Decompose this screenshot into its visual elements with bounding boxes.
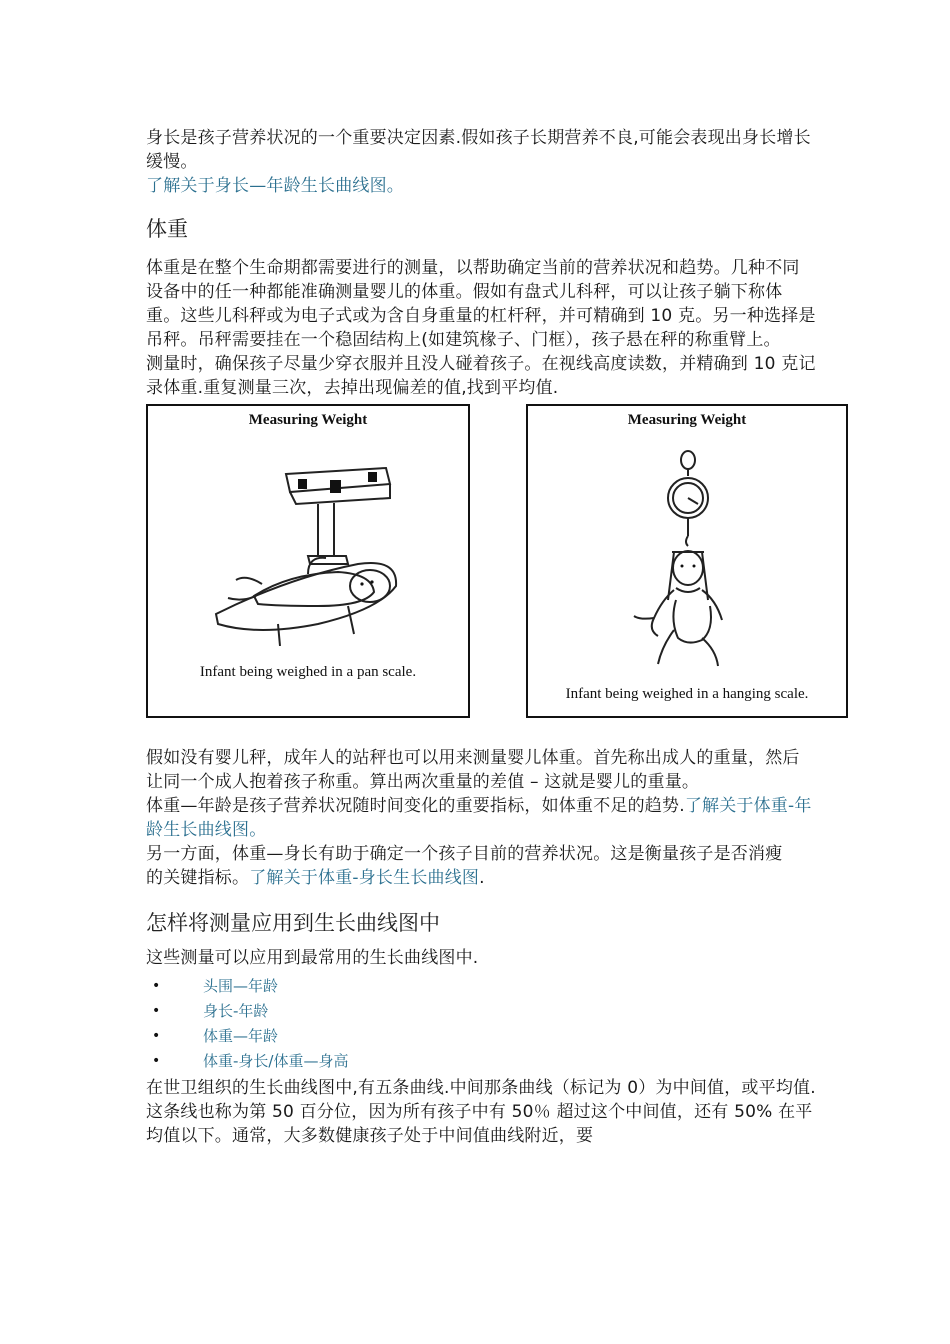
weight-for-length-text: 另一方面，体重—身长有助于确定一个孩子目前的营养状况。这是衡量孩子是否消瘦 的关键指标。 — [146, 844, 800, 888]
list-item — [146, 999, 816, 1024]
apply-heading: 怎样将测量应用到生长曲线图中 — [146, 911, 440, 935]
weight-for-length-link[interactable]: 了解关于体重-身长生长曲线图 — [249, 868, 480, 888]
weight-for-age-list-link[interactable]: 体重—年龄 — [203, 1027, 279, 1045]
list-item — [146, 1024, 816, 1049]
weight-for-length-list-link[interactable]: 体重-身长/体重—身高 — [203, 1052, 349, 1070]
bullet-icon: • — [152, 978, 161, 994]
hanging-scale-illustration — [538, 450, 838, 690]
bullet-icon: • — [152, 1053, 161, 1069]
weight-for-length-end: . — [479, 868, 485, 888]
list-item — [146, 1049, 816, 1074]
weight-for-age-link[interactable]: 了解关于体重-年龄生长曲线图。 — [146, 796, 812, 840]
weight-paragraph-4 — [146, 794, 816, 842]
hanging-scale-figure-caption: Infant being weighed in a hanging scale. — [565, 686, 809, 702]
pan-scale-figure — [146, 404, 470, 718]
intro-text: 身长是孩子营养状况的一个重要决定因素.假如孩子长期营养不良,可能会表现出身长增长缓慢。 — [146, 128, 811, 172]
weight-paragraph-1: 体重是在整个生命期都需要进行的测量，以帮助确定当前的营养状况和趋势。几种不同设备中的任一种都能准确测量婴儿的体重。假如有盘式儿科秤，可以让孩子躺下称体重。这些儿科秤或为电子式或为含自身重量的杠杆秤，并可精确到 10 克。另一种选择是吊秤。吊秤需要挂在一个稳固结构上(如建筑椽子、门框），孩子悬在秤的称重臂上。 — [146, 258, 816, 350]
apply-intro: 这些测量可以应用到最常用的生长曲线图中. — [146, 948, 479, 968]
hanging-scale-figure — [526, 404, 848, 718]
pan-scale-illustration — [158, 446, 458, 646]
intro-paragraph — [146, 126, 816, 198]
document-page — [146, 126, 816, 1148]
weight-paragraph-2: 测量时，确保孩子尽量少穿衣服并且没人碰着孩子。在视线高度读数，并精确到 10 克记录体重.重复测量三次，去掉出现偏差的值,找到平均值. — [146, 354, 816, 398]
bullet-icon: • — [152, 1003, 161, 1019]
weight-heading: 体重 — [146, 217, 188, 241]
length-for-age-link[interactable]: 了解关于身长—年龄生长曲线图。 — [146, 176, 404, 196]
growth-chart-list — [146, 974, 816, 1074]
bullet-icon: • — [152, 1028, 161, 1044]
length-for-age-list-link[interactable]: 身长-年龄 — [203, 1002, 269, 1020]
apply-paragraph: 在世卫组织的生长曲线图中,有五条曲线.中间那条曲线（标记为 0）为中间值，或平均值.这条线也称为第 50 百分位，因为所有孩子中有 50％ 超过这个中间值，还有 50% 在平均值以下。通常，大多数健康孩子处于中间值曲线附近，要 — [146, 1078, 816, 1146]
pan-scale-figure-title: Measuring Weight — [248, 412, 368, 428]
hanging-scale-figure-title: Measuring Weight — [627, 412, 747, 428]
pan-scale-figure-caption: Infant being weighed in a pan scale. — [199, 664, 417, 680]
weight-for-age-text: 体重—年龄是孩子营养状况随时间变化的重要指标，如体重不足的趋势. — [146, 796, 685, 816]
list-item — [146, 974, 816, 999]
weight-paragraph-3: 假如没有婴儿秤，成年人的站秤也可以用来测量婴儿体重。首先称出成人的重量，然后让同一个成人抱着孩子称重。算出两次重量的差值 – 这就是婴儿的重量。 — [146, 748, 800, 792]
weight-figures — [146, 404, 816, 720]
weight-paragraph-5 — [146, 842, 816, 890]
head-circumference-for-age-link[interactable]: 头围—年龄 — [203, 977, 279, 995]
